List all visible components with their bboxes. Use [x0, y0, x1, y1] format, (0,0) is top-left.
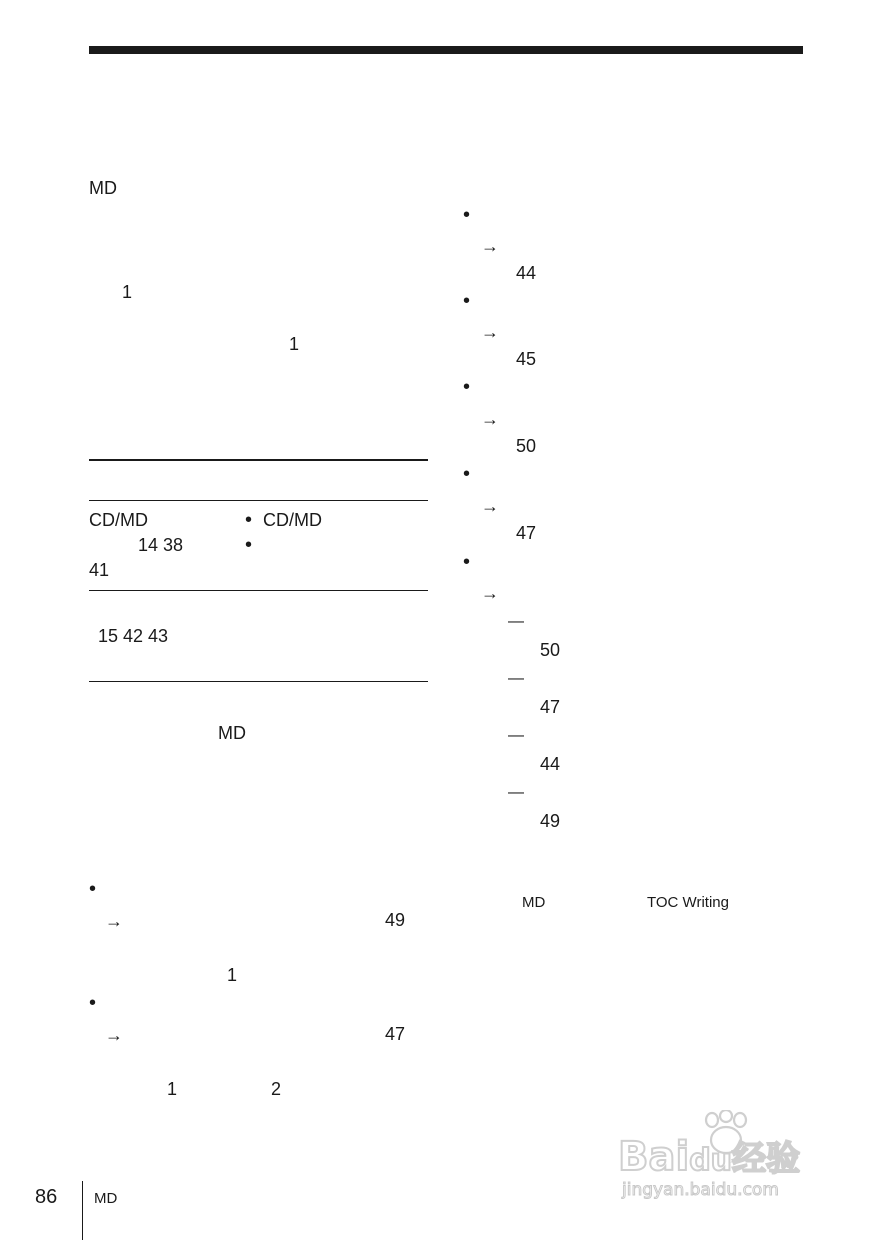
baidu-brand-text	[618, 1135, 800, 1183]
page-number: 86	[35, 1186, 58, 1208]
note-md-label: MD	[522, 894, 546, 911]
bullet-icon: •	[245, 534, 253, 556]
dash-marker: —	[508, 784, 524, 801]
table-top-rule	[89, 459, 428, 461]
footer-divider	[82, 1181, 83, 1240]
arrow-right-icon: →	[105, 911, 123, 931]
table-cell: CD/MD	[263, 510, 322, 530]
page-reference: 44	[540, 754, 561, 774]
page-reference: 50	[516, 436, 537, 456]
footer-section-label: MD	[94, 1190, 118, 1207]
page-reference: 45	[516, 349, 537, 369]
page-reference: 49	[540, 811, 561, 831]
number-one-b: 1	[289, 334, 300, 354]
baidu-watermark	[618, 1110, 828, 1205]
page-reference: 47	[385, 1024, 406, 1044]
number-one-c: 1	[227, 965, 238, 985]
table-header-rule	[89, 500, 428, 501]
table-row-rule	[89, 590, 428, 591]
arrow-right-icon: →	[105, 1025, 123, 1045]
brand-bai: Bai	[618, 1134, 690, 1180]
table-cell: 41	[89, 560, 110, 580]
table-bottom-rule	[89, 681, 428, 682]
md-label: MD	[218, 723, 246, 743]
number-one-a: 1	[122, 282, 133, 302]
number-two: 2	[271, 1079, 282, 1099]
bullet-icon: •	[463, 376, 471, 398]
page-reference: 47	[516, 523, 537, 543]
bullet-icon: •	[463, 551, 471, 573]
table-cell: 15 42 43	[98, 626, 169, 646]
number-one: 1	[167, 1079, 178, 1099]
page-reference: 44	[516, 263, 537, 283]
bullet-icon: •	[463, 463, 471, 485]
bullet-icon: •	[89, 992, 97, 1014]
watermark-url: jingyan.baidu.com	[622, 1180, 779, 1200]
brand-du: du	[689, 1143, 733, 1178]
brand-jingyan: 经验	[732, 1139, 801, 1179]
bullet-icon: •	[89, 878, 97, 900]
bullet-icon: •	[463, 290, 471, 312]
page-reference: 47	[540, 697, 561, 717]
header-rule	[89, 46, 803, 54]
arrow-right-icon: →	[481, 236, 499, 256]
md-heading: MD	[89, 178, 117, 198]
arrow-right-icon: →	[481, 496, 499, 516]
note-toc-writing: TOC Writing	[647, 894, 729, 911]
arrow-right-icon: →	[481, 583, 499, 603]
bullet-icon: •	[245, 509, 253, 531]
dash-marker: —	[508, 727, 524, 744]
arrow-right-icon: →	[481, 322, 499, 342]
table-cell: 14 38	[138, 535, 184, 555]
table-cell: CD/MD	[89, 510, 148, 530]
arrow-right-icon: →	[481, 409, 499, 429]
bullet-icon: •	[463, 204, 471, 226]
page-reference: 49	[385, 910, 406, 930]
page-reference: 50	[540, 640, 561, 660]
dash-marker: —	[508, 613, 524, 630]
dash-marker: —	[508, 670, 524, 687]
